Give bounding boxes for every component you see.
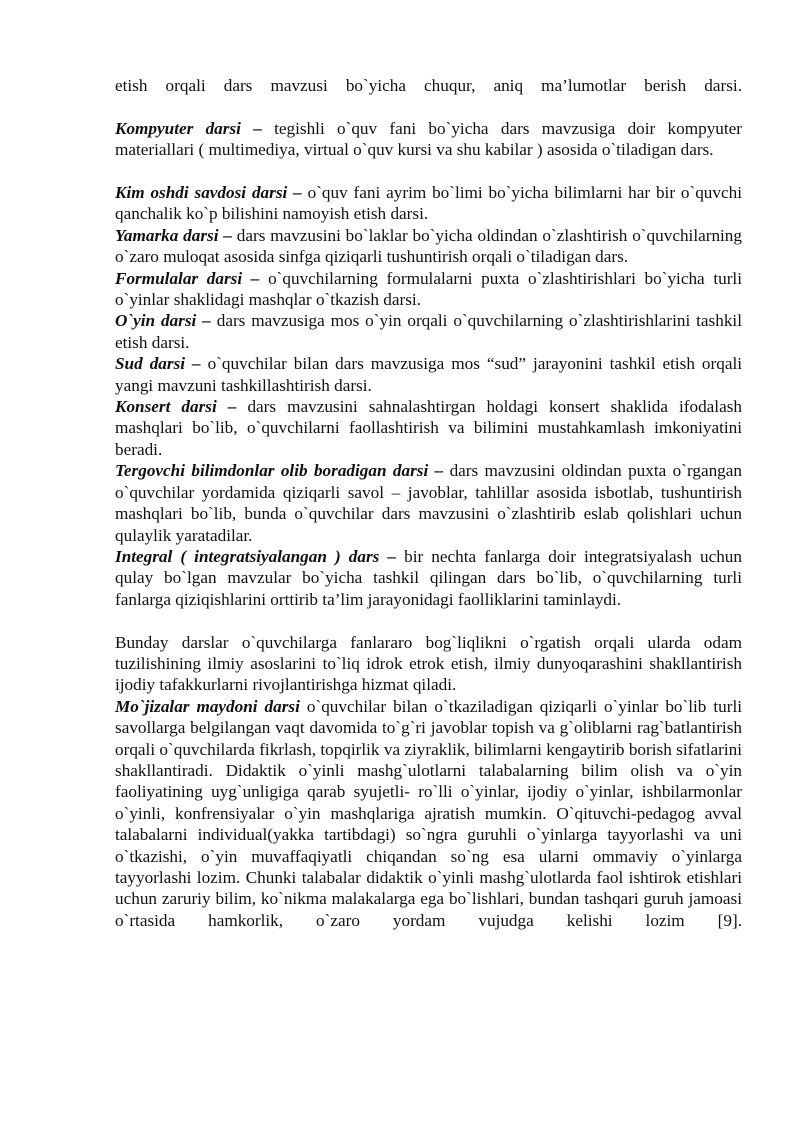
term-heading: Tergovchi bilimdonlar olib boradigan darsi – — [115, 461, 450, 481]
paragraph-text: o`quvchilarning formulalarni puxta o`zlashtirishlari bo`yicha turli o`yinlar shaklidagi mashqlar o`tkazish darsi. — [115, 268, 742, 310]
paragraph-11 — [115, 632, 742, 696]
term-heading: Kompyuter darsi – — [115, 118, 275, 138]
paragraph-text: bir nechta fanlarga doir integratsiyalash uchun qulay bo`lgan mavzular bo`yicha tashkil qilingan dars bo`lib, o`quvchilarning turli fanlarga qiziqishlarini orttirib ta’lim jarayonidagi faolliklarini taminlaydi. — [115, 546, 742, 609]
term-heading: Yamarka darsi – — [115, 225, 237, 245]
paragraph-12 — [115, 696, 742, 931]
document-page — [115, 75, 742, 931]
paragraph-8 — [115, 396, 742, 460]
term-heading: Kim oshdi savdosi darsi – — [115, 183, 308, 202]
term-heading: Formulalar darsi – — [115, 268, 269, 288]
paragraph-spacer — [115, 161, 742, 182]
paragraph-2 — [115, 118, 742, 161]
paragraph-3 — [115, 182, 742, 225]
term-heading: Konsert darsi – — [115, 397, 248, 417]
paragraph-text: o`quvchilar bilan o`tkaziladigan qiziqarli o`yinlar bo`lib turli savollarga belgilangan vaqt davomida to`g`ri javoblar topish va g`oliblarni rag`batlantirish orqali o`quvchilarda fikrlash, topqirlik va ziyraklik, bilimlarni kengaytirib borish sifatlarini shakllantiradi. Didaktik o`yinli mashg`ulotlarni talabalarning bilim olish va o`yin faoliyatining uyg`unligiga qarab syujetli- ro`lli o`yinlar, ijodiy o`yinlar, ishbilarmonlar o`yinli, konfrensiyalar o`yin mashqlariga ajratish mumkin. O`qituvchi-pedagog avval talabalarni individual(yakka tartibdagi) so`ngra guruhli o`yinlarga tayyorlashi va uni o`tkazishi, o`yin muvaffaqiyatli chiqandan so`ng esa ularni ommaviy o`yinlarga tayyorlashi lozim. Chunki talabalar didaktik o`yinli mashg`ulotlarda faol ishtirok etishlari uchun zaruriy bilim, ko`nikma malakalarga ega bo`lishlari, bundan tashqari guruh jamoasi o`rtasida hamkorlik, o`zaro yordam vujudga kelishi lozim [9]. — [115, 696, 742, 930]
paragraph-text: o`quvchilar bilan dars mavzusiga mos “sud” jarayonini tashkil etish orqali yangi mavzuni tashkillashtirish darsi. — [115, 354, 742, 395]
paragraph-spacer — [115, 610, 742, 631]
paragraph-5 — [115, 268, 742, 311]
paragraph-9 — [115, 460, 742, 546]
term-heading: Integral ( integratsiyalangan ) dars – — [115, 546, 405, 566]
paragraph-7 — [115, 353, 742, 396]
term-heading: Mo`jizalar maydoni darsi — [115, 696, 307, 716]
paragraph-text: etish orqali dars mavzusi bo`yicha chuqur, aniq ma’lumotlar berish darsi. — [115, 76, 742, 95]
paragraph-text: dars mavzusiga mos o`yin orqali o`quvchilarning o`zlashtirishlarini tashkil etish darsi. — [115, 311, 742, 352]
paragraph-10 — [115, 546, 742, 610]
term-heading: Sud darsi – — [115, 354, 208, 374]
paragraph-text: dars mavzusini bo`laklar bo`yicha oldindan o`zlashtirish o`quvchilarning o`zaro muloqat asosida sinfga qiziqarli tushuntirish orqali o`tiladigan dars. — [115, 225, 742, 267]
paragraph-4 — [115, 225, 742, 268]
paragraph-text: Bunday darslar o`quvchilarga fanlararo bog`liqlikni o`rgatish orqali ularda odam tuzilishining ilmiy asoslarini to`liq idrok etrok etish, ilmiy dunyoqarashini shakllantirish ijodiy tafakkurlarni rivojlantirishga hizmat qiladi. — [115, 632, 742, 695]
paragraph-text: dars mavzusini sahnalashtirgan holdagi konsert shaklida ifodalash mashqlari bo`lib, o`quvchilarni faollashtirish va bilimini mustahkamlash imkoniyatini beradi. — [115, 397, 742, 459]
paragraph-1 — [115, 75, 742, 96]
paragraph-text: tegishli o`quv fani bo`yicha dars mavzusiga doir kompyuter materiallari ( multimediya, virtual o`quv kursi va shu kabilar ) asosida o`tiladigan dars. — [115, 118, 743, 160]
term-heading: O`yin darsi – — [115, 311, 217, 331]
paragraph-6 — [115, 310, 742, 353]
paragraph-text: dars mavzusini oldindan puxta o`rgangan o`quvchilar yordamida qiziqarli savol – javoblar, tahlillar asosida isbotlab, tushuntirish mashqlari bo`lib, bunda o`quvchilar dars mavzusini o`zlashtirib eslab qolishlari uchun qulaylik yaratadilar. — [115, 461, 742, 545]
paragraph-text: o`quv fani ayrim bo`limi bo`yicha bilimlarni har bir o`quvchi qanchalik ko`p bilishini namoyish etish darsi. — [115, 183, 742, 224]
paragraph-spacer — [115, 96, 742, 117]
